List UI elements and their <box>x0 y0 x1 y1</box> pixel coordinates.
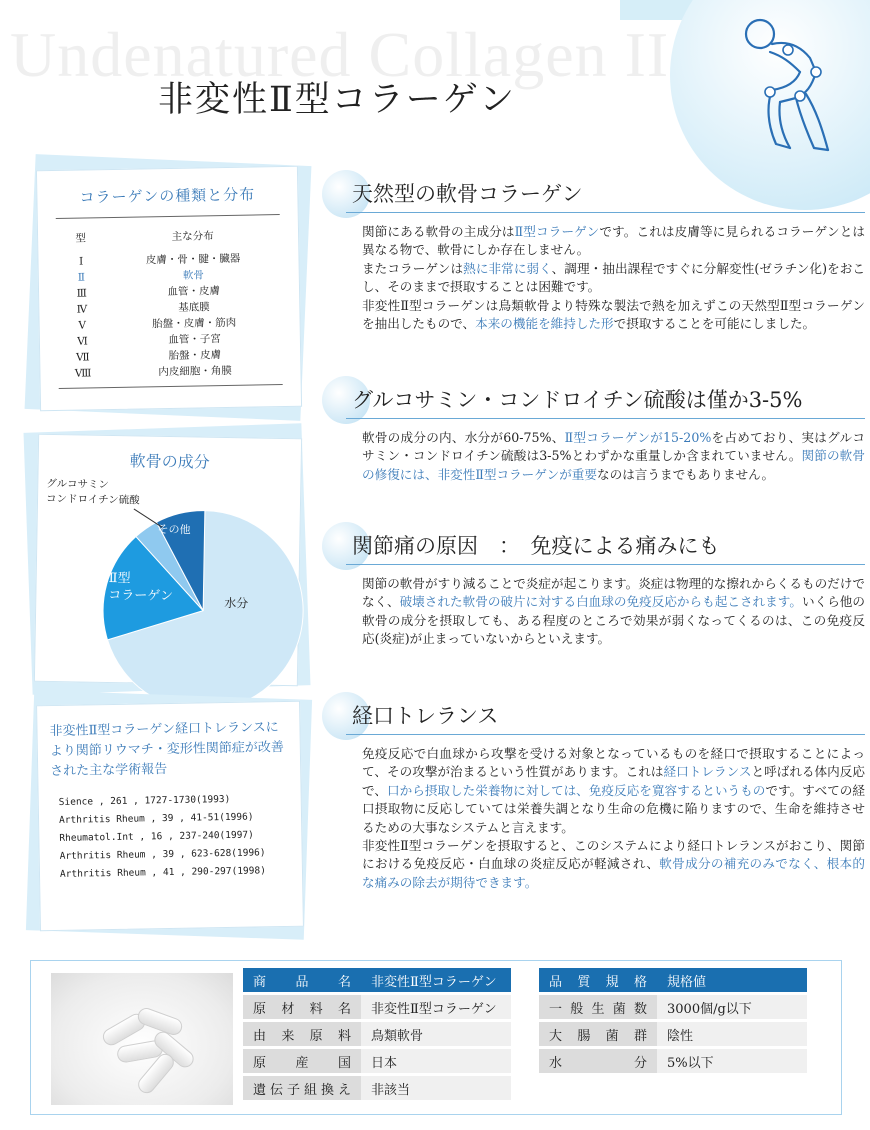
highlight-text: 軟骨成分の補充のみでなく、根本的な痛みの除去が期待できます。 <box>362 856 866 890</box>
text-span: を占めており、実はグルコサミン・コンドロイチン硫酸は3-5%とわずかな重量しか含まれていません。 <box>362 430 865 464</box>
list-item: Arthritis Rheum , 39 , 41-51(1996) <box>58 811 254 826</box>
paragraph <box>362 745 865 837</box>
paragraph <box>362 223 865 260</box>
quality-spec-table <box>539 965 807 1076</box>
capsule-photo <box>51 973 233 1105</box>
highlight-text: Ⅱ型コラーゲンが15-20% <box>564 430 712 445</box>
column-header-distribution: 主な分布 <box>171 230 214 243</box>
cell-type: Ⅰ <box>78 254 84 268</box>
cell-key: 商品名 <box>243 968 361 992</box>
section-divider <box>346 564 865 565</box>
table-row <box>243 968 511 992</box>
cell-distribution: 胎盤・皮膚 <box>168 348 222 362</box>
section-heading: 関節痛の原因 ： 免疫による痛みにも <box>352 534 720 558</box>
column-header-type: 型 <box>75 232 87 245</box>
cell-type: Ⅶ <box>75 350 90 364</box>
cell-key: 原材料名 <box>243 995 361 1019</box>
section-natural-cartilage-collagen <box>330 178 865 333</box>
table-rule <box>59 384 283 389</box>
cell-distribution: 基底膜 <box>178 300 210 314</box>
cell-value: 非変性Ⅱ型コラーゲン <box>361 968 511 992</box>
cell-type: Ⅷ <box>74 366 92 380</box>
section-joint-pain-cause <box>330 530 865 649</box>
cell-key: 由来原料 <box>243 1022 361 1046</box>
cell-value: 5%以下 <box>657 1049 807 1073</box>
cell-type: Ⅲ <box>76 286 87 300</box>
pie-label-water: 水分 <box>224 595 249 611</box>
cell-value: 3000個/g以下 <box>657 995 807 1019</box>
pie-label-other: その他 <box>157 522 191 537</box>
text-span: です。すべての経口摂取物に反応していては栄養失調となり生命の危機に陥りますので、生命を維持させるための大事なシステムと言えます。 <box>362 782 865 835</box>
table-header-row <box>56 217 281 254</box>
section-oral-tolerance <box>330 700 865 892</box>
text-span: またコラーゲンは <box>362 260 464 276</box>
cell-key: 品質規格 <box>539 968 657 992</box>
reports-title: 非変性Ⅱ型コラーゲン経口トレランスにより関節リウマチ・変形性関節症が改善された主な学術報告 <box>49 720 284 780</box>
text-span: なのは言うまでもありません。 <box>597 466 775 482</box>
cell-value: 非該当 <box>361 1076 511 1100</box>
paragraph <box>362 297 865 334</box>
paragraph <box>362 575 865 649</box>
cell-value: 鳥類軟骨 <box>361 1022 511 1046</box>
text-span: 関節の軟骨がすり減ることで炎症が起こります。炎症は物理的な擦れからくるものだけでなく、 <box>362 576 865 610</box>
panel-card <box>36 166 302 412</box>
cell-key: 大腸菌群 <box>539 1022 657 1046</box>
pie-label-type2-line2: コラーゲン <box>108 587 174 605</box>
paragraph <box>362 837 865 892</box>
highlight-text: 熱に非常に弱く <box>463 260 552 276</box>
section-heading: 天然型の軟骨コラーゲン <box>352 182 583 206</box>
list-item: Sience , 261 , 1727-1730(1993) <box>58 793 231 808</box>
table-row <box>243 1076 511 1100</box>
text-span: 免疫反応で白血球から攻撃を受ける対象となっているものを経口で摂取することによって、その攻撃が治まるという性質があります。これは <box>362 746 865 780</box>
panel-card <box>34 434 302 687</box>
section-glucosamine <box>330 384 865 484</box>
text-span: です。これは皮膚等に見られるコラーゲンとは異なる物で、軟骨にしか存在しません。 <box>362 224 866 258</box>
cartilage-composition-panel <box>28 428 306 690</box>
background-watermark: Undenatured Collagen II <box>10 19 670 90</box>
section-divider <box>346 418 865 419</box>
section-heading: 経口トレランス <box>352 704 499 728</box>
text-span: 非変性Ⅱ型コラーゲンを摂取すると、このシステムにより経口トレランスがおこり、関節における免疫反応・白血球の炎症反応が軽減され、 <box>362 838 865 872</box>
cell-type: Ⅴ <box>78 318 87 332</box>
highlight-text: 口から摂取した栄養物に対しては、免疫反応を寛容するというもの <box>386 782 766 798</box>
table-row <box>243 995 511 1019</box>
distribution-table <box>56 217 283 382</box>
cell-distribution: 皮膚・骨・腱・臓器 <box>145 252 241 266</box>
pie-label-type2-collagen <box>108 570 173 605</box>
text-span: 軟骨の成分の内、水分が60-75%、 <box>362 430 565 445</box>
text-span: 関節にある軟骨の主成分は <box>362 224 515 239</box>
paragraph <box>362 260 865 297</box>
highlight-text: Ⅱ型コラーゲン <box>514 224 600 239</box>
table-row <box>243 1049 511 1073</box>
section-heading: グルコサミン・コンドロイチン硫酸は僅か3-5% <box>352 388 803 412</box>
cell-value: 非変性Ⅱ型コラーゲン <box>361 995 511 1019</box>
section-body <box>330 575 865 649</box>
table-row <box>539 1022 807 1046</box>
cell-value: 陰性 <box>657 1022 807 1046</box>
section-body <box>330 745 865 892</box>
highlight-text: 破壊された軟骨の破片に対する白血球の免疫反応からも起こされます。 <box>399 594 802 610</box>
cell-key: 水分 <box>539 1049 657 1073</box>
text-span: 非変性Ⅱ型コラーゲンは鳥類軟骨より特殊な製法で熱を加えずこの天然型Ⅱ型コラーゲンを抽出したもので、 <box>362 297 865 332</box>
text-span: と呼ばれる体内反応で、 <box>362 764 865 798</box>
product-info-table <box>243 965 511 1103</box>
text-span: いくら他の軟骨の成分を摂取しても、ある程度のところで効果が弱くなってくるのは、この免疫反応(炎症)が止まっていないからといえます。 <box>362 594 866 647</box>
pie-chart-title: 軟骨の成分 <box>129 451 210 472</box>
knee-pain-figure-icon <box>730 10 840 170</box>
highlight-text: 関節の軟骨の修復には、非変性Ⅱ型コラーゲンが重要 <box>362 448 865 482</box>
pie-label-glucosamine-line1: グルコサミン <box>46 477 110 491</box>
section-divider <box>346 212 865 213</box>
list-item: Arthritis Rheum , 41 , 290-297(1998) <box>59 865 266 880</box>
cell-key: 遺伝子組換え <box>243 1076 361 1100</box>
list-item: Arthritis Rheum , 39 , 623-628(1996) <box>59 847 266 862</box>
pie-label-glucosamine <box>46 477 140 509</box>
cell-distribution: 内皮細胞・角膜 <box>158 364 232 378</box>
cell-key: 一般生菌数 <box>539 995 657 1019</box>
table-row <box>243 1022 511 1046</box>
paragraph <box>362 429 865 484</box>
highlight-text: 本来の機能を維持した形 <box>475 316 614 332</box>
cell-distribution: 血管・子宮 <box>168 332 221 346</box>
cell-distribution: 軟骨 <box>182 268 204 282</box>
section-body <box>330 429 865 484</box>
academic-reports-panel <box>30 695 308 935</box>
section-body <box>330 223 865 333</box>
cell-distribution: 血管・皮膚 <box>167 284 221 298</box>
pie-label-glucosamine-line2: コンドロイチン硫酸 <box>45 492 140 507</box>
list-item: Rheumatol.Int , 16 , 237-240(1997) <box>59 829 254 844</box>
reports-list <box>51 790 293 884</box>
cell-key: 原産国 <box>243 1049 361 1073</box>
cell-distribution: 胎盤・皮膚・筋肉 <box>152 316 237 330</box>
table-row <box>539 1049 807 1073</box>
table-row <box>539 968 807 992</box>
product-spec-box <box>30 960 842 1115</box>
table-row <box>58 362 282 382</box>
cell-value: 規格値 <box>657 968 807 992</box>
text-span: 、調理・抽出課程ですぐに分解変性(ゼラチン化)をおこし、そのままで摂取することは困難です。 <box>362 260 866 295</box>
cartilage-pie-chart <box>96 504 310 718</box>
collagen-distribution-panel <box>30 160 306 415</box>
table-row <box>539 995 807 1019</box>
cell-type: Ⅳ <box>76 302 88 316</box>
highlight-text: 経口トレランス <box>663 764 752 780</box>
page-title: 非変性Ⅱ型コラーゲン <box>158 80 517 120</box>
text-span: で摂取することを可能にしました。 <box>613 316 816 332</box>
cell-type: Ⅵ <box>77 334 88 348</box>
panel-card <box>36 701 304 932</box>
cell-type: Ⅱ <box>77 270 86 284</box>
distribution-title: コラーゲンの種類と分布 <box>79 185 256 207</box>
section-divider <box>346 734 865 735</box>
cell-value: 日本 <box>361 1049 511 1073</box>
pie-label-type2-line1: Ⅱ型 <box>108 570 131 587</box>
